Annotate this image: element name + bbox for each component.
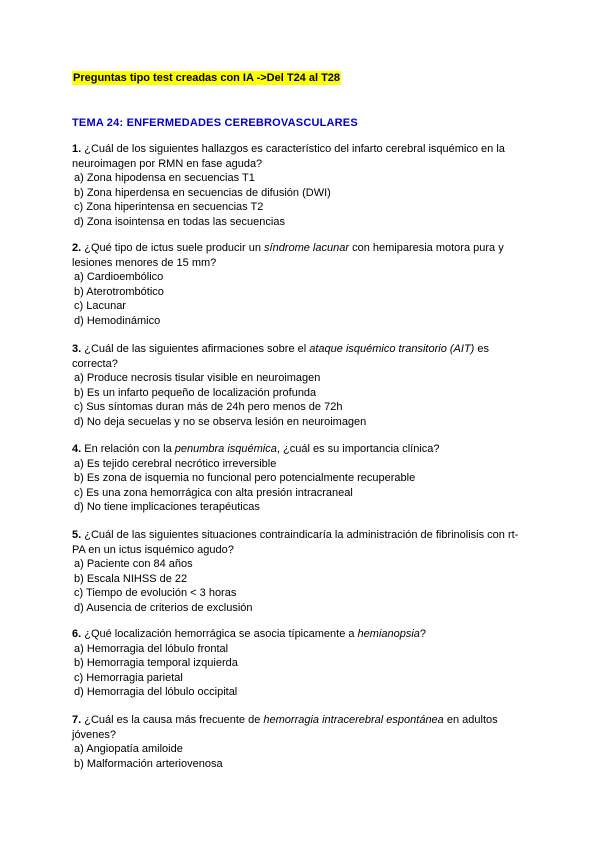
question-stem-post: , ¿cuál es su importancia clínica? — [276, 443, 440, 455]
option-d: d) Hemodinámico — [74, 314, 161, 327]
option-b: b) Es un infarto pequeño de localización profunda — [74, 386, 317, 399]
question-2 — [72, 241, 522, 329]
option-c: c) Es una zona hemorrágica con alta presión intracraneal — [74, 486, 353, 499]
question-text — [72, 241, 522, 270]
question-7 — [72, 713, 522, 771]
question-text — [72, 442, 522, 457]
question-text — [72, 713, 522, 742]
question-stem-emphasis: síndrome lacunar — [264, 242, 350, 254]
question-stem-post: ? — [419, 628, 427, 640]
question-stem-post: en adultos jóvenes? — [72, 714, 498, 741]
question-number: 2. — [72, 242, 82, 254]
option-c: c) Tiempo de evolución < 3 horas — [74, 587, 237, 600]
question-number: 6. — [72, 628, 82, 640]
option-d: d) Ausencia de criterios de exclusión — [74, 601, 253, 614]
question-6 — [72, 627, 522, 700]
document-banner: Preguntas tipo test creadas con IA ->Del T24 al T28 — [73, 72, 341, 84]
option-b: b) Malformación arteriovenosa — [74, 757, 223, 770]
question-number: 5. — [72, 529, 82, 541]
option-d: d) Zona isointensa en todas las secuencias — [74, 215, 285, 228]
option-c: c) Hemorragia parietal — [74, 671, 183, 684]
question-3 — [72, 342, 522, 430]
question-number: 3. — [72, 343, 82, 355]
option-b: b) Zona hiperdensa en secuencias de difusión (DWI) — [74, 186, 331, 199]
option-d: d) No tiene implicaciones terapéuticas — [74, 501, 260, 514]
question-stem-pre: ¿Cuál es la causa más frecuente de — [81, 714, 264, 726]
question-stem-post: es correcta? — [72, 343, 490, 370]
option-d: d) Hemorragia del lóbulo occipital — [74, 686, 238, 699]
option-c: c) Lacunar — [74, 300, 126, 313]
question-stem: ¿Cuál de las siguientes situaciones contraindicaría la administración de fibrinolisis con rt-PA en un ictus isquémico agudo? — [72, 529, 519, 556]
question-text — [72, 627, 522, 642]
option-b: b) Hemorragia temporal izquierda — [74, 657, 238, 670]
option-a: a) Hemorragia del lóbulo frontal — [74, 642, 229, 655]
option-a: a) Paciente con 84 años — [74, 558, 193, 571]
question-number: 4. — [72, 443, 82, 455]
question-stem-pre: ¿Cuál de las siguientes afirmaciones sobre el — [81, 343, 310, 355]
option-b: b) Escala NIHSS de 22 — [74, 572, 188, 585]
question-stem-pre: En relación con la — [81, 443, 175, 455]
option-a: a) Angiopatía amiloide — [74, 743, 183, 756]
question-stem-emphasis: hemianopsia — [357, 628, 420, 640]
question-number: 7. — [72, 714, 82, 726]
option-c: c) Sus síntomas duran más de 24h pero menos de 72h — [74, 401, 343, 414]
option-a: a) Es tejido cerebral necrótico irreversible — [74, 457, 277, 470]
option-b: b) Aterotrombótico — [74, 285, 164, 298]
option-b: b) Es zona de isquemia no funcional pero potencialmente recuperable — [74, 472, 416, 485]
question-number: 1. — [72, 143, 82, 155]
option-c: c) Zona hiperintensa en secuencias T2 — [74, 201, 264, 214]
option-d: d) No deja secuelas y no se observa lesión en neuroimagen — [74, 415, 367, 428]
question-stem-pre: ¿Qué localización hemorrágica se asocia típicamente a — [81, 628, 358, 640]
option-a: a) Produce necrosis tisular visible en neuroimagen — [74, 372, 321, 385]
option-a: a) Zona hipodensa en secuencias T1 — [74, 172, 255, 185]
question-stem-emphasis: ataque isquémico transitorio (AIT) — [309, 343, 475, 355]
question-stem-post: con hemiparesia motora pura y lesiones menores de 15 mm? — [72, 242, 504, 269]
question-stem-emphasis: hemorragia intracerebral espontánea — [263, 714, 444, 726]
question-stem-pre: ¿Qué tipo de ictus suele producir un — [81, 242, 265, 254]
question-4 — [72, 442, 522, 515]
question-stem-emphasis: penumbra isquémica — [174, 443, 277, 455]
section-title: TEMA 24: ENFERMEDADES CEREBROVASCULARES — [72, 117, 358, 129]
question-1 — [72, 142, 522, 230]
question-text — [72, 142, 522, 171]
question-stem: ¿Cuál de los siguientes hallazgos es característico del infarto cerebral isquémico en la neuroimagen por RMN en fase aguda? — [72, 143, 505, 170]
option-a: a) Cardioembólico — [74, 271, 164, 284]
question-text — [72, 342, 522, 371]
question-text — [72, 528, 522, 557]
question-5 — [72, 528, 522, 616]
